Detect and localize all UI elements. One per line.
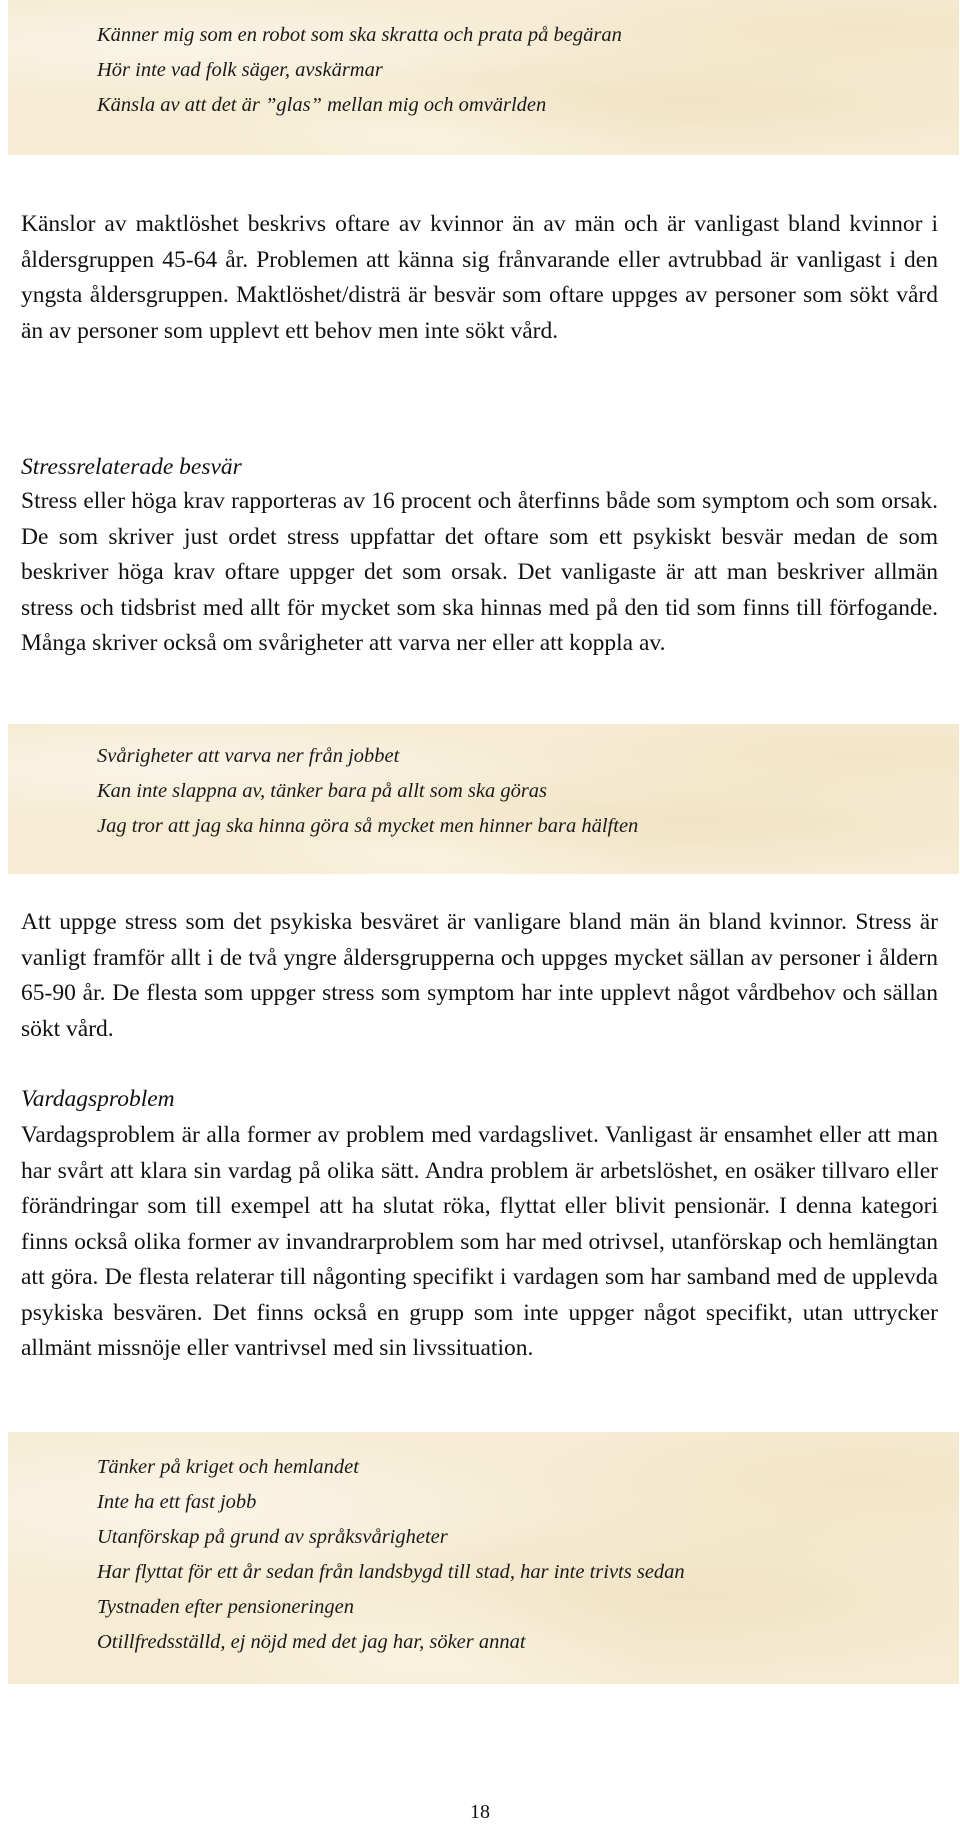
quote-box-2 [8,724,959,874]
quote-line: Jag tror att jag ska hinna göra så mycket men hinner bara hälften [97,815,639,837]
page-number: 18 [470,1801,490,1823]
paragraph-vardagsproblem: Vardagsproblem är alla former av problem med vardagslivet. Vanligast är ensamhet eller att man har svårt att klara sin vardag på olika sätt. Andra problem är arbetslöshet, en osäker tillvaro eller förändringar som till exempel att ha slutat röka, flyttat eller blivit pensionär. I denna kategori finns också olika former av invandrarproblem som har med otrivsel, utanförskap och hemlängtan att göra. De flesta relaterar till någonting specifikt i vardagen som har samband med de upplevda psykiska besvären. Det finns också en grupp som inte uppger något specifikt, utan uttrycker allmänt missnöje eller vantrivsel med sin livssituation. [21,1122,938,1361]
section-heading-vardagsproblem: Vardagsproblem [21,1086,175,1112]
paragraph-stress-groups: Att uppge stress som det psykiska besväret är vanligare bland män än bland kvinnor. Stress är vanligt framför allt i de två yngre åldersgrupperna och uppges mycket sällan av personer i åldern 65-90 år. De flesta som uppger stress som symptom har inte upplevt något vårdbehov och sällan sökt vård. [21,909,938,1042]
quote-line: Hör inte vad folk säger, avskärmar [97,59,383,81]
paragraph-maktloshet: Känslor av maktlöshet beskrivs oftare av kvinnor än av män och är vanligast bland kvinnor i åldersgruppen 45-64 år. Problemen att känna sig frånvarande eller avtrubbad är vanligast i den yngsta åldersgruppen. Maktlöshet/disträ är besvär som oftare uppges av personer som sökt vård än av personer som upplevt ett behov men inte sökt vård. [21,211,938,344]
quote-line: Tystnaden efter pensioneringen [97,1596,354,1618]
quote-line: Utanförskap på grund av språksvårigheter [97,1526,448,1548]
quote-box-1 [8,0,959,155]
quote-line: Inte ha ett fast jobb [97,1491,257,1513]
quote-line: Otillfredsställd, ej nöjd med det jag har, söker annat [97,1631,526,1653]
paragraph-stress: Stress eller höga krav rapporteras av 16 procent och återfinns både som symptom och som orsak. De som skriver just ordet stress uppfattar det oftare som ett psykiskt besvär medan de som beskriver höga krav oftare uppger det som orsak. Det vanligaste är att man beskriver allmän stress och tidsbrist med allt för mycket som ska hinnas med på den tid som finns till förfogande. Många skriver också om svårigheter att varva ner eller att koppla av. [21,488,938,656]
section-heading-stress: Stressrelaterade besvär [21,454,242,480]
quote-line: Kan inte slappna av, tänker bara på allt som ska göras [97,780,548,802]
quote-line: Svårigheter att varva ner från jobbet [97,745,400,767]
quote-box-3 [8,1432,959,1684]
quote-line: Känner mig som en robot som ska skratta och prata på begäran [97,24,622,46]
quote-line: Känsla av att det är ”glas” mellan mig och omvärlden [97,94,547,116]
quote-line: Tänker på kriget och hemlandet [97,1456,359,1478]
quote-line: Har flyttat för ett år sedan från landsbygd till stad, har inte trivts sedan [97,1561,685,1583]
